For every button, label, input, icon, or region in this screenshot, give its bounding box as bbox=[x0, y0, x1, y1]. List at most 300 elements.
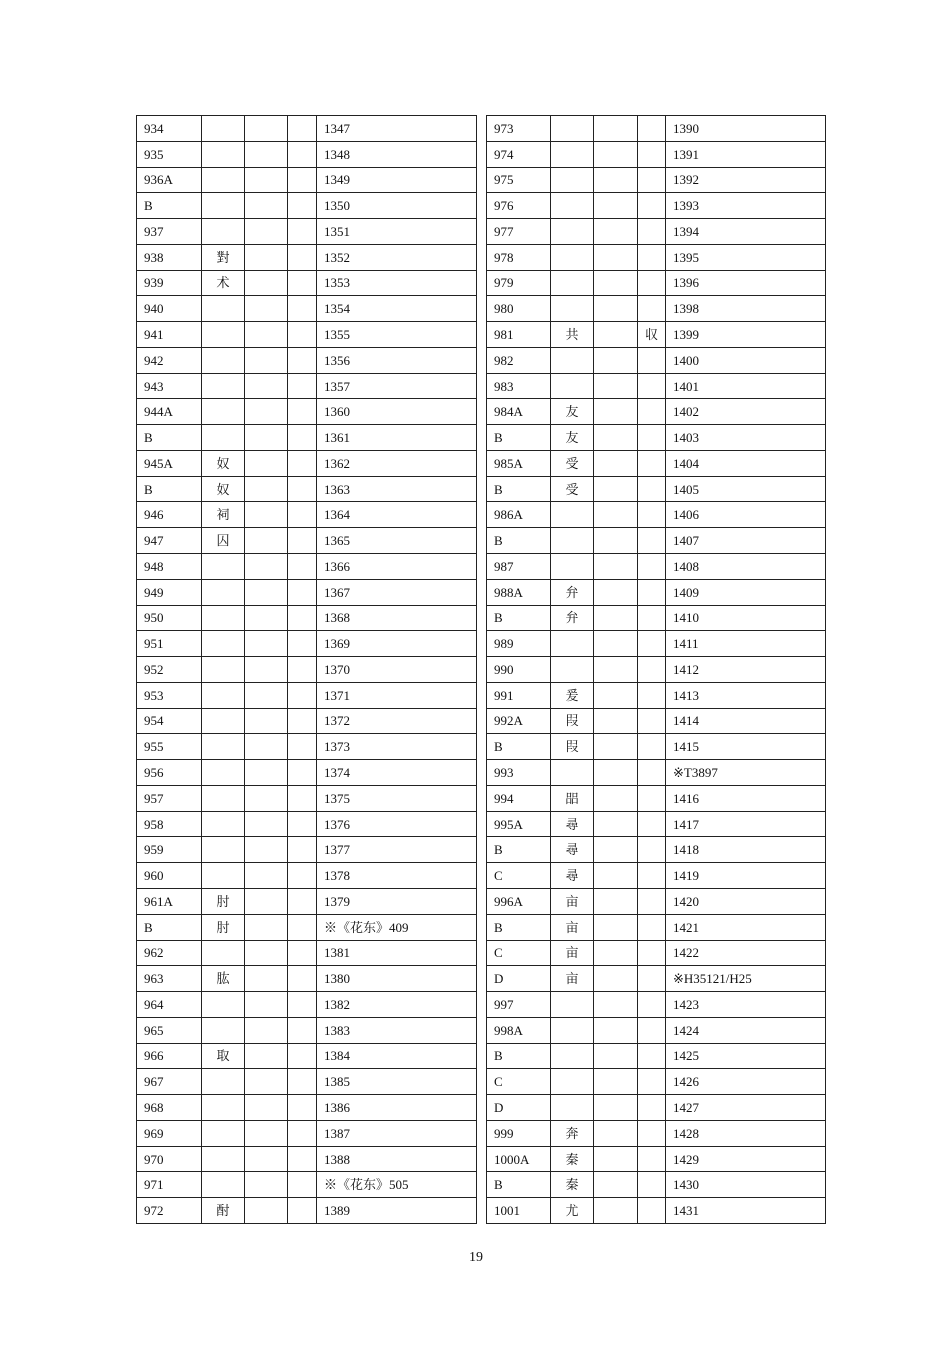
kaishu-character-cell bbox=[202, 682, 245, 708]
entry-number-cell: 938 bbox=[137, 244, 202, 270]
entry-number-cell: 974 bbox=[487, 141, 551, 167]
oracle-glyph-cell bbox=[245, 528, 288, 554]
entry-number-cell: B bbox=[137, 914, 202, 940]
source-reference-cell: ※T3897 bbox=[666, 760, 826, 786]
kaishu-character-cell bbox=[202, 554, 245, 580]
variant-note-cell bbox=[288, 322, 317, 348]
source-reference-cell: 1391 bbox=[666, 141, 826, 167]
entry-number-cell: B bbox=[487, 476, 551, 502]
entry-number-cell: 994 bbox=[487, 785, 551, 811]
table-row bbox=[487, 425, 826, 451]
kaishu-character-cell bbox=[202, 141, 245, 167]
table-row bbox=[487, 1069, 826, 1095]
table-row bbox=[137, 554, 477, 580]
table-row bbox=[137, 1198, 477, 1224]
oracle-glyph-cell bbox=[594, 450, 638, 476]
kaishu-character-cell bbox=[202, 1120, 245, 1146]
kaishu-character-cell: 酎 bbox=[202, 1198, 245, 1224]
oracle-glyph-cell bbox=[245, 682, 288, 708]
oracle-glyph-cell bbox=[245, 1069, 288, 1095]
source-reference-cell: 1420 bbox=[666, 888, 826, 914]
oracle-glyph-cell bbox=[594, 1069, 638, 1095]
table-row bbox=[137, 579, 477, 605]
variant-note-cell bbox=[638, 270, 666, 296]
table-row bbox=[137, 1146, 477, 1172]
variant-note-cell bbox=[288, 760, 317, 786]
variant-note-cell bbox=[638, 1043, 666, 1069]
kaishu-character-cell bbox=[551, 1043, 594, 1069]
variant-note-cell bbox=[288, 708, 317, 734]
kaishu-character-cell: 秦 bbox=[551, 1146, 594, 1172]
variant-note-cell bbox=[638, 296, 666, 322]
kaishu-character-cell: 奴 bbox=[202, 450, 245, 476]
table-row bbox=[487, 141, 826, 167]
table-row bbox=[137, 425, 477, 451]
source-reference-cell: 1357 bbox=[317, 373, 477, 399]
kaishu-character-cell bbox=[202, 992, 245, 1018]
source-reference-cell: 1411 bbox=[666, 631, 826, 657]
variant-note-cell bbox=[638, 837, 666, 863]
oracle-glyph-cell bbox=[594, 657, 638, 683]
kaishu-character-cell: 尤 bbox=[551, 1198, 594, 1224]
kaishu-character-cell bbox=[551, 554, 594, 580]
table-row bbox=[137, 399, 477, 425]
table-row bbox=[137, 657, 477, 683]
kaishu-character-cell bbox=[202, 785, 245, 811]
kaishu-character-cell bbox=[202, 657, 245, 683]
entry-number-cell: 968 bbox=[137, 1095, 202, 1121]
kaishu-character-cell bbox=[202, 1095, 245, 1121]
source-reference-cell: 1370 bbox=[317, 657, 477, 683]
table-row bbox=[137, 1017, 477, 1043]
source-reference-cell: 1347 bbox=[317, 116, 477, 142]
table-row bbox=[137, 296, 477, 322]
source-reference-cell: 1429 bbox=[666, 1146, 826, 1172]
source-reference-cell: 1428 bbox=[666, 1120, 826, 1146]
entry-number-cell: 951 bbox=[137, 631, 202, 657]
entry-number-cell: 955 bbox=[137, 734, 202, 760]
source-reference-cell: 1375 bbox=[317, 785, 477, 811]
table-row bbox=[487, 579, 826, 605]
oracle-glyph-cell bbox=[245, 992, 288, 1018]
variant-note-cell bbox=[638, 785, 666, 811]
oracle-glyph-cell bbox=[245, 1043, 288, 1069]
oracle-glyph-cell bbox=[594, 1017, 638, 1043]
kaishu-character-cell bbox=[551, 1095, 594, 1121]
variant-note-cell bbox=[638, 631, 666, 657]
table-row bbox=[487, 1017, 826, 1043]
source-reference-cell: 1374 bbox=[317, 760, 477, 786]
kaishu-character-cell bbox=[202, 425, 245, 451]
oracle-glyph-cell bbox=[594, 863, 638, 889]
entry-number-cell: 958 bbox=[137, 811, 202, 837]
entry-number-cell: B bbox=[487, 734, 551, 760]
source-reference-cell: 1396 bbox=[666, 270, 826, 296]
kaishu-character-cell: 肘 bbox=[202, 888, 245, 914]
variant-note-cell bbox=[638, 888, 666, 914]
oracle-glyph-cell bbox=[594, 785, 638, 811]
table-row bbox=[137, 863, 477, 889]
variant-note-cell bbox=[288, 270, 317, 296]
kaishu-character-cell: 爰 bbox=[551, 682, 594, 708]
source-reference-cell: 1403 bbox=[666, 425, 826, 451]
oracle-glyph-cell bbox=[594, 296, 638, 322]
oracle-glyph-cell bbox=[245, 940, 288, 966]
table-row bbox=[137, 322, 477, 348]
oracle-glyph-cell bbox=[594, 811, 638, 837]
entry-number-cell: B bbox=[487, 528, 551, 554]
variant-note-cell bbox=[288, 193, 317, 219]
table-row bbox=[487, 708, 826, 734]
variant-note-cell bbox=[638, 450, 666, 476]
entry-number-cell: 986A bbox=[487, 502, 551, 528]
entry-number-cell: 941 bbox=[137, 322, 202, 348]
entry-number-cell: 988A bbox=[487, 579, 551, 605]
source-reference-cell: 1392 bbox=[666, 167, 826, 193]
entry-number-cell: 943 bbox=[137, 373, 202, 399]
source-reference-cell: 1400 bbox=[666, 347, 826, 373]
table-row bbox=[487, 657, 826, 683]
table-row bbox=[137, 785, 477, 811]
variant-note-cell bbox=[638, 992, 666, 1018]
kaishu-character-cell: 尋 bbox=[551, 837, 594, 863]
oracle-glyph-cell bbox=[594, 528, 638, 554]
variant-note-cell bbox=[288, 682, 317, 708]
entry-number-cell: 973 bbox=[487, 116, 551, 142]
oracle-glyph-cell bbox=[594, 914, 638, 940]
source-reference-cell: 1408 bbox=[666, 554, 826, 580]
kaishu-character-cell bbox=[551, 657, 594, 683]
entry-number-cell: B bbox=[487, 605, 551, 631]
source-reference-cell: ※《花东》409 bbox=[317, 914, 477, 940]
source-reference-cell: 1377 bbox=[317, 837, 477, 863]
table-row bbox=[137, 219, 477, 245]
entry-number-cell: 999 bbox=[487, 1120, 551, 1146]
source-reference-cell: 1355 bbox=[317, 322, 477, 348]
oracle-glyph-cell bbox=[594, 966, 638, 992]
variant-note-cell bbox=[288, 940, 317, 966]
source-reference-cell: 1353 bbox=[317, 270, 477, 296]
oracle-glyph-cell bbox=[245, 167, 288, 193]
variant-note-cell bbox=[288, 1095, 317, 1121]
table-row bbox=[137, 708, 477, 734]
variant-note-cell bbox=[288, 1172, 317, 1198]
entry-number-cell: 965 bbox=[137, 1017, 202, 1043]
entry-number-cell: 983 bbox=[487, 373, 551, 399]
source-reference-cell: 1419 bbox=[666, 863, 826, 889]
table-row bbox=[137, 502, 477, 528]
table-row bbox=[137, 167, 477, 193]
oracle-glyph-cell bbox=[594, 322, 638, 348]
source-reference-cell: 1364 bbox=[317, 502, 477, 528]
entry-number-cell: 939 bbox=[137, 270, 202, 296]
kaishu-character-cell bbox=[202, 1069, 245, 1095]
oracle-glyph-cell bbox=[594, 888, 638, 914]
variant-note-cell bbox=[638, 399, 666, 425]
table-row bbox=[137, 1069, 477, 1095]
variant-note-cell bbox=[638, 605, 666, 631]
oracle-glyph-cell bbox=[594, 682, 638, 708]
kaishu-character-cell: 尋 bbox=[551, 863, 594, 889]
table-row bbox=[137, 373, 477, 399]
kaishu-character-cell: 囚 bbox=[202, 528, 245, 554]
oracle-glyph-cell bbox=[245, 425, 288, 451]
source-reference-cell: 1371 bbox=[317, 682, 477, 708]
kaishu-character-cell bbox=[202, 1172, 245, 1198]
table-row bbox=[487, 373, 826, 399]
entry-number-cell: 993 bbox=[487, 760, 551, 786]
source-reference-cell: 1348 bbox=[317, 141, 477, 167]
table-row bbox=[487, 631, 826, 657]
entry-number-cell: 987 bbox=[487, 554, 551, 580]
entry-number-cell: 972 bbox=[137, 1198, 202, 1224]
oracle-glyph-cell bbox=[594, 1043, 638, 1069]
variant-note-cell bbox=[288, 1043, 317, 1069]
entry-number-cell: 950 bbox=[137, 605, 202, 631]
table-row bbox=[487, 760, 826, 786]
variant-note-cell bbox=[288, 502, 317, 528]
kaishu-character-cell bbox=[202, 863, 245, 889]
variant-note-cell bbox=[288, 167, 317, 193]
kaishu-character-cell: 亩 bbox=[551, 888, 594, 914]
oracle-glyph-cell bbox=[245, 373, 288, 399]
variant-note-cell bbox=[638, 914, 666, 940]
entry-number-cell: 963 bbox=[137, 966, 202, 992]
entry-number-cell: 959 bbox=[137, 837, 202, 863]
entry-number-cell: 940 bbox=[137, 296, 202, 322]
table-row bbox=[487, 914, 826, 940]
kaishu-character-cell: 尋 bbox=[551, 811, 594, 837]
variant-note-cell bbox=[288, 579, 317, 605]
table-row bbox=[487, 940, 826, 966]
entry-number-cell: B bbox=[137, 425, 202, 451]
kaishu-character-cell bbox=[202, 296, 245, 322]
variant-note-cell bbox=[638, 1146, 666, 1172]
oracle-glyph-cell bbox=[594, 605, 638, 631]
kaishu-character-cell bbox=[551, 141, 594, 167]
source-reference-cell: 1412 bbox=[666, 657, 826, 683]
oracle-glyph-cell bbox=[245, 1017, 288, 1043]
page-number: 19 bbox=[469, 1250, 483, 1265]
variant-note-cell bbox=[288, 785, 317, 811]
table-row bbox=[487, 1146, 826, 1172]
oracle-glyph-cell bbox=[245, 476, 288, 502]
kaishu-character-cell bbox=[551, 193, 594, 219]
entry-number-cell: 935 bbox=[137, 141, 202, 167]
oracle-glyph-cell bbox=[594, 425, 638, 451]
table-row bbox=[137, 811, 477, 837]
kaishu-character-cell: 祠 bbox=[202, 502, 245, 528]
oracle-glyph-cell bbox=[245, 399, 288, 425]
source-reference-cell: 1363 bbox=[317, 476, 477, 502]
kaishu-character-cell: 友 bbox=[551, 399, 594, 425]
source-reference-cell: 1426 bbox=[666, 1069, 826, 1095]
source-reference-cell: 1407 bbox=[666, 528, 826, 554]
kaishu-character-cell bbox=[551, 631, 594, 657]
entry-number-cell: 934 bbox=[137, 116, 202, 142]
index-table-right-body bbox=[487, 116, 826, 1224]
oracle-glyph-cell bbox=[245, 1146, 288, 1172]
variant-note-cell bbox=[288, 605, 317, 631]
kaishu-character-cell: 對 bbox=[202, 244, 245, 270]
entry-number-cell: 942 bbox=[137, 347, 202, 373]
table-row bbox=[487, 837, 826, 863]
kaishu-character-cell bbox=[202, 347, 245, 373]
source-reference-cell: 1393 bbox=[666, 193, 826, 219]
variant-note-cell bbox=[638, 244, 666, 270]
table-row bbox=[487, 528, 826, 554]
source-reference-cell: 1362 bbox=[317, 450, 477, 476]
source-reference-cell: 1402 bbox=[666, 399, 826, 425]
oracle-glyph-cell bbox=[245, 219, 288, 245]
variant-note-cell bbox=[288, 450, 317, 476]
oracle-glyph-cell bbox=[245, 116, 288, 142]
source-reference-cell: 1368 bbox=[317, 605, 477, 631]
kaishu-character-cell bbox=[202, 219, 245, 245]
table-row bbox=[137, 450, 477, 476]
entry-number-cell: 945A bbox=[137, 450, 202, 476]
table-row bbox=[137, 992, 477, 1018]
table-row bbox=[137, 116, 477, 142]
oracle-glyph-cell bbox=[594, 244, 638, 270]
kaishu-character-cell bbox=[551, 296, 594, 322]
kaishu-character-cell bbox=[202, 811, 245, 837]
variant-note-cell: 収 bbox=[638, 322, 666, 348]
variant-note-cell bbox=[288, 116, 317, 142]
variant-note-cell bbox=[288, 141, 317, 167]
table-row bbox=[137, 682, 477, 708]
kaishu-character-cell: 受 bbox=[551, 476, 594, 502]
kaishu-character-cell: 友 bbox=[551, 425, 594, 451]
oracle-glyph-cell bbox=[245, 837, 288, 863]
kaishu-character-cell bbox=[202, 631, 245, 657]
table-row bbox=[487, 1172, 826, 1198]
kaishu-character-cell bbox=[551, 1017, 594, 1043]
source-reference-cell: ※《花东》505 bbox=[317, 1172, 477, 1198]
variant-note-cell bbox=[638, 193, 666, 219]
kaishu-character-cell bbox=[202, 579, 245, 605]
variant-note-cell bbox=[638, 502, 666, 528]
variant-note-cell bbox=[288, 296, 317, 322]
table-row bbox=[487, 219, 826, 245]
index-table-left bbox=[136, 115, 477, 1224]
table-row bbox=[487, 244, 826, 270]
entry-number-cell: 989 bbox=[487, 631, 551, 657]
variant-note-cell bbox=[288, 373, 317, 399]
entry-number-cell: 954 bbox=[137, 708, 202, 734]
source-reference-cell: 1404 bbox=[666, 450, 826, 476]
entry-number-cell: 1000A bbox=[487, 1146, 551, 1172]
source-reference-cell: 1430 bbox=[666, 1172, 826, 1198]
table-row bbox=[137, 476, 477, 502]
oracle-glyph-cell bbox=[245, 657, 288, 683]
kaishu-character-cell bbox=[551, 167, 594, 193]
entry-number-cell: B bbox=[487, 914, 551, 940]
variant-note-cell bbox=[288, 425, 317, 451]
kaishu-character-cell: 亩 bbox=[551, 966, 594, 992]
variant-note-cell bbox=[638, 373, 666, 399]
table-row bbox=[487, 193, 826, 219]
source-reference-cell: 1399 bbox=[666, 322, 826, 348]
source-reference-cell: 1366 bbox=[317, 554, 477, 580]
table-row bbox=[137, 347, 477, 373]
entry-number-cell: B bbox=[487, 1172, 551, 1198]
variant-note-cell bbox=[638, 579, 666, 605]
source-reference-cell: 1394 bbox=[666, 219, 826, 245]
table-row bbox=[487, 785, 826, 811]
source-reference-cell: ※H35121/H25 bbox=[666, 966, 826, 992]
kaishu-character-cell bbox=[202, 322, 245, 348]
variant-note-cell bbox=[288, 528, 317, 554]
source-reference-cell: 1425 bbox=[666, 1043, 826, 1069]
oracle-glyph-cell bbox=[245, 322, 288, 348]
oracle-glyph-cell bbox=[594, 1120, 638, 1146]
source-reference-cell: 1372 bbox=[317, 708, 477, 734]
table-row bbox=[487, 1095, 826, 1121]
table-row bbox=[137, 1120, 477, 1146]
kaishu-character-cell: 弁 bbox=[551, 579, 594, 605]
table-row bbox=[137, 888, 477, 914]
entry-number-cell: D bbox=[487, 966, 551, 992]
table-row bbox=[137, 244, 477, 270]
variant-note-cell bbox=[288, 1120, 317, 1146]
source-reference-cell: 1418 bbox=[666, 837, 826, 863]
variant-note-cell bbox=[288, 863, 317, 889]
entry-number-cell: 971 bbox=[137, 1172, 202, 1198]
kaishu-character-cell bbox=[551, 373, 594, 399]
entry-number-cell: C bbox=[487, 1069, 551, 1095]
variant-note-cell bbox=[638, 657, 666, 683]
oracle-glyph-cell bbox=[245, 502, 288, 528]
source-reference-cell: 1413 bbox=[666, 682, 826, 708]
entry-number-cell: C bbox=[487, 863, 551, 889]
table-row bbox=[137, 141, 477, 167]
table-row bbox=[487, 863, 826, 889]
entry-number-cell: 962 bbox=[137, 940, 202, 966]
table-row bbox=[487, 502, 826, 528]
entry-number-cell: 997 bbox=[487, 992, 551, 1018]
source-reference-cell: 1385 bbox=[317, 1069, 477, 1095]
table-row bbox=[487, 116, 826, 142]
entry-number-cell: B bbox=[487, 425, 551, 451]
index-table-right bbox=[486, 115, 826, 1224]
entry-number-cell: 981 bbox=[487, 322, 551, 348]
variant-note-cell bbox=[638, 554, 666, 580]
source-reference-cell: 1421 bbox=[666, 914, 826, 940]
entry-number-cell: B bbox=[487, 1043, 551, 1069]
entry-number-cell: B bbox=[137, 476, 202, 502]
oracle-glyph-cell bbox=[245, 605, 288, 631]
source-reference-cell: 1379 bbox=[317, 888, 477, 914]
source-reference-cell: 1361 bbox=[317, 425, 477, 451]
oracle-glyph-cell bbox=[594, 193, 638, 219]
kaishu-character-cell: 肱 bbox=[202, 966, 245, 992]
variant-note-cell bbox=[638, 167, 666, 193]
oracle-glyph-cell bbox=[594, 116, 638, 142]
entry-number-cell: 937 bbox=[137, 219, 202, 245]
oracle-glyph-cell bbox=[245, 1172, 288, 1198]
variant-note-cell bbox=[288, 1146, 317, 1172]
variant-note-cell bbox=[638, 863, 666, 889]
variant-note-cell bbox=[638, 476, 666, 502]
kaishu-character-cell: 共 bbox=[551, 322, 594, 348]
variant-note-cell bbox=[288, 244, 317, 270]
source-reference-cell: 1381 bbox=[317, 940, 477, 966]
table-row bbox=[137, 966, 477, 992]
variant-note-cell bbox=[638, 347, 666, 373]
kaishu-character-cell: 奴 bbox=[202, 476, 245, 502]
entry-number-cell: 982 bbox=[487, 347, 551, 373]
